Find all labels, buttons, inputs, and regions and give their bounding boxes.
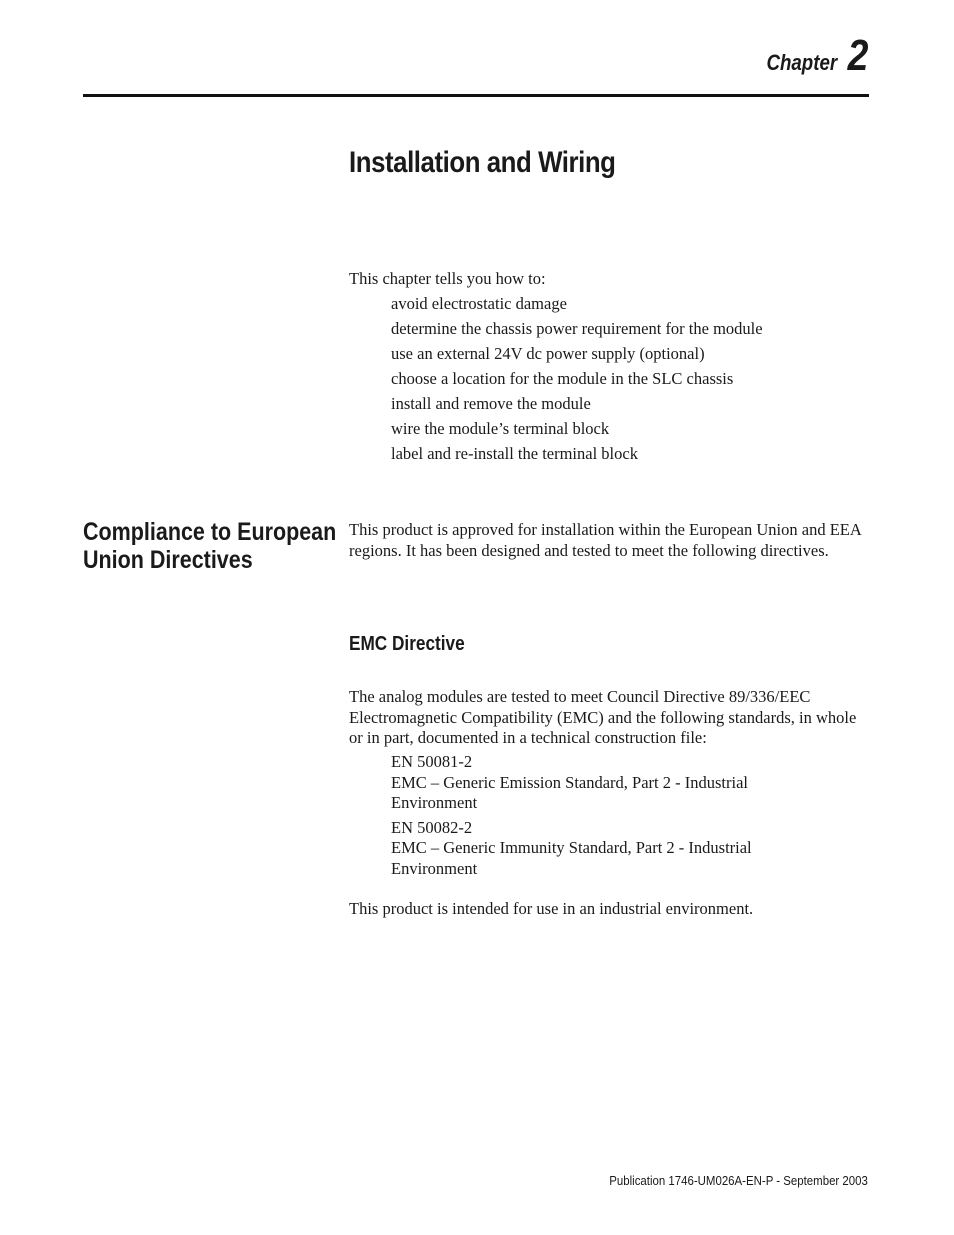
emc-paragraph: The analog modules are tested to meet Council Directive 89/336/EEC Electromagnetic Compatibility (EMC) and the following standards, in whole or in part, documented in a technical construction file:	[349, 687, 857, 747]
list-item: choose a location for the module in the SLC chassis	[391, 369, 734, 388]
standard-description: EMC – Generic Immunity Standard, Part 2 - Industrial Environment	[391, 838, 752, 878]
standard-item	[391, 818, 811, 880]
chapter-label: Chapter	[766, 50, 838, 75]
intro-lead: This chapter tells you how to:	[349, 269, 546, 288]
closing-statement: This product is intended for use in an industrial environment.	[349, 899, 754, 918]
list-item: wire the module’s terminal block	[391, 419, 610, 438]
compliance-heading	[83, 518, 336, 574]
list-item: install and remove the module	[391, 394, 591, 413]
page-title: Installation and Wiring	[349, 146, 616, 179]
emc-heading: EMC Directive	[349, 633, 465, 655]
standard-code: EN 50082-2	[391, 817, 473, 837]
chapter-number: 2	[847, 31, 868, 80]
list-item: determine the chassis power requirement for the module	[391, 319, 763, 338]
chapter-header	[754, 31, 868, 80]
publication-footer: Publication 1746-UM026A-EN-P - September 2003	[609, 1173, 868, 1188]
compliance-heading-line2: Union Directives	[83, 546, 253, 574]
intro-list	[391, 294, 763, 469]
list-item: avoid electrostatic damage	[391, 294, 567, 313]
standards-list	[391, 752, 811, 883]
standard-description: EMC – Generic Emission Standard, Part 2 - Industrial Environment	[391, 772, 748, 812]
standard-code: EN 50081-2	[391, 752, 473, 771]
compliance-heading-line1: Compliance to European	[83, 518, 337, 546]
list-item: use an external 24V dc power supply (optional)	[391, 344, 705, 363]
compliance-paragraph: This product is approved for installation within the European Union and EEA regions. It has been designed and tested to meet the following directives.	[349, 520, 861, 560]
standard-item	[391, 752, 811, 814]
header-rule	[83, 94, 869, 97]
list-item: label and re-install the terminal block	[391, 444, 638, 463]
